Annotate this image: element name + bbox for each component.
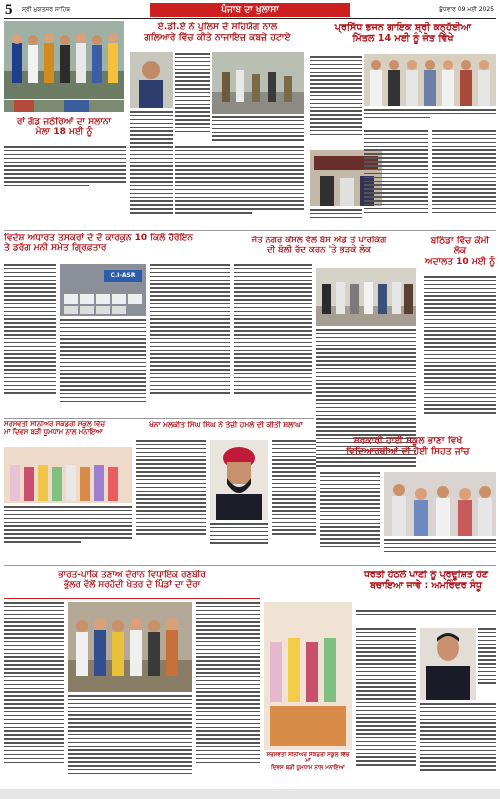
story-health-check-col1 (320, 472, 380, 562)
headline-groundwater-line2: ਬਚਾਇਆ ਜਾਵੇ : ਅਮਰਿੰਦਰ ਸੰਧੂ (370, 579, 482, 591)
row-separator-2 (4, 418, 314, 419)
story-health-check-col2 (384, 539, 496, 561)
story-bhajan-col2 (364, 130, 428, 228)
photo-bhajan-group (364, 54, 496, 106)
story-bhullar-col1 (4, 602, 64, 788)
headline-jaito (218, 236, 420, 264)
headline-lok-adalat-line2: ਅਦਾਲਤ 10 ਮਈ ਨੂੰ (424, 256, 496, 267)
story-ada-col2-top (212, 116, 304, 144)
drugs-sign-board: C.I-ASR (104, 270, 142, 282)
story-groundwater-subhead (356, 610, 496, 624)
headline-ada (130, 22, 305, 50)
story-malkit-col1 (136, 440, 206, 552)
headline-drugs-line2: ਤੇ ਡਰੱਗ ਮਨੀ ਸਮੇਤ ਗ੍ਰਿਫ਼ਤਾਰ (4, 243, 107, 254)
row-separator-1 (4, 230, 496, 231)
story-drugs-col3 (150, 264, 230, 414)
headline-bhullar-line1: ਭਾਰਤ-ਪਾਕਿ ਤਣਾਅ ਦੌਰਾਨ ਵਿਧਾਇਕ ਰਣਬੀਰ (58, 570, 206, 580)
story-groundwater-col1 (356, 628, 416, 788)
story-ada-col1 (175, 53, 210, 143)
headline-bhullar-rule (4, 598, 260, 599)
headline-lok-adalat (424, 236, 496, 272)
headline-bhajan-line1: ਪ੍ਰਸਿੱਧ ਭਜਨ ਗਾਇਕ ਸ਼੍ਰੀ ਕਨ੍ਹੱਈਆ (334, 22, 472, 33)
story-malkit-col2 (272, 440, 316, 552)
story-bhullar-col3 (196, 602, 260, 788)
story-bhajan-col1 (310, 56, 362, 148)
headline-health-check-line2: ਵਿਦਿਆਰਥੀਆਂ ਦੀ ਹੋਈ ਸਿਹਤ ਜਾਂਚ (346, 445, 470, 457)
story-bhajan-col3 (432, 130, 496, 228)
group-photo-strip (4, 100, 124, 112)
photo-mothers-day-students (4, 447, 132, 503)
photo-mothers-day-2 (264, 602, 352, 750)
story-groundwater-col3 (478, 628, 496, 700)
headline-ada-line2: ਗਲਿਆਰੇ ਵਿੱਚ ਕੀਤੇ ਨਾਜਾਇਜ਼ ਕਬਜ਼ੇ ਹਟਾਏ (144, 31, 291, 43)
headline-mela-line1: ਰਾਂ ਗੱਡ ਜਠੇਰਿਆਂ ਦਾ ਸਲਾਨਾ (16, 117, 112, 127)
headline-mela-line2: ਮੇਲਾ 18 ਮਈ ਨੂੰ (35, 127, 93, 138)
headline-mothers-day-2-line2: ਦਿਵਸ ਬੜੀ ਧੂਮਧਾਮ ਨਾਲ ਮਨਾਇਆ (271, 764, 345, 771)
header-rule (4, 18, 496, 19)
story-drugs-col1 (4, 264, 56, 414)
page-footer-band (0, 789, 500, 799)
photo-bhullar-visit (68, 602, 192, 692)
photo-official (130, 52, 173, 108)
headline-groundwater-line1: ਧਰਤੀ ਹੇਠਲੇ ਪਾਣੀ ਨੂੰ ਪ੍ਰਦੂਸ਼ਿਤ ਹੋਣ (363, 570, 489, 580)
edition-label: ਸ੍ਰੀ ਮੁਕਤਸਰ ਸਾਹਿਬ (22, 6, 71, 13)
page-number: 5 (5, 2, 13, 18)
headline-mothers-day-1 (4, 421, 132, 445)
headline-drugs-line1: ਵਿਦੇਸ਼ ਅਧਾਰਤ ਤਸਕਰਾਂ ਦੇ ਦੋ ਕਾਰਕੁਨ 10 ਕਿਲੋ ਹੈਰੋਇਨ (4, 233, 194, 243)
headline-groundwater (356, 570, 496, 606)
story-malkit-col3 (210, 523, 268, 552)
story-groundwater-col2 (420, 703, 496, 788)
section-title: ਪੰਜਾਬ ਦਾ ਖੁਲਾਸਾ (150, 3, 350, 17)
headline-jaito-line2: ਦੀ ਬੋਲੀ ਰੱਦ ਕਰਨ 'ਤੇ ਭੜਕੇ ਲੋਕ (266, 244, 372, 255)
headline-mothers-day-1-line2: ਮਾਂ ਦਿਵਸ ਬੜੀ ਧੂਮਧਾਮ ਨਾਲ ਮਨਾਇਆ (4, 427, 103, 436)
story-bhajan-caption (364, 109, 496, 127)
story-ada-col0 (130, 111, 173, 229)
story-ada-body (175, 146, 304, 228)
headline-health-check (320, 436, 496, 468)
headline-mela (8, 117, 120, 143)
row-separator-3 (4, 565, 496, 566)
photo-health-check (384, 472, 496, 536)
story-lok-adalat-body (424, 276, 496, 434)
issue-date: ਬੁੱਧਵਾਰ 09 ਮਈ 2025 (439, 6, 494, 13)
headline-bhullar-line2: ਭੁੱਲਰ ਵੱਲੋਂ ਸਰਹੱਦੀ ਖੇਤਰ ਦੇ ਪਿੰਡਾਂ ਦਾ ਦੌਰਾ (63, 580, 201, 591)
photo-amrinder-sandhu (420, 628, 476, 700)
story-shop-caption (310, 209, 362, 229)
story-drugs-col4 (234, 264, 312, 414)
story-bhullar-col2 (68, 695, 192, 788)
headline-malkit: ਖੰਨਾ ਮਲਕੀਤ ਸਿੰਘ ਸਿੰਘ ਨੇ ਤੇਜ਼ੀ ਹਮਲੇ ਦੀ ਕੀਤੀ ਸ਼ਲਾਘਾ (149, 421, 303, 429)
headline-jaito-line1: ਜੈਤੋ ਨਗਰ ਕੌਂਸਲ ਵੱਲੋਂ ਬੱਸ ਅੱਡੇ ਤੇ ਪਾਰਕਿੰਗ (251, 236, 387, 245)
group-photo-top-left (4, 21, 124, 99)
headline-lok-adalat-line1: ਬਠਿੰਡਾ ਵਿੱਚ ਕੌਮੀ ਲੋਕ (430, 236, 490, 257)
headline-ada-line1: ਏ.ਡੀ.ਏ ਨੇ ਪੁਲਿਸ ਦੇ ਸਹਿਯੋਗ ਨਾਲ (157, 22, 278, 32)
photo-bus-stand-protest (316, 268, 416, 326)
story-drugs-col2 (60, 319, 146, 414)
headline-health-check-line1: ਸਰਕਾਰੀ ਹਾਈ ਸਕੂਲ ਭਾਣਾ ਵਿਖੇ (353, 436, 463, 446)
headline-mothers-day-2 (264, 752, 352, 784)
headline-mothers-day-1-line1: ਸਰਸਵਤੀ ਸੀਨੀਅਰ ਸੈਕੰਡਰੀ ਸਕੂਲ ਵਿੱਚ (4, 421, 105, 428)
headline-mothers-day-2-line1: ਸਰਸਵਤੀ ਸੀਨੀਅਰ ਸੈਕੰਡਰੀ ਸਕੂਲ ਵਿੱਚ ਮਾਂ (266, 752, 350, 765)
headline-bhullar (4, 570, 260, 596)
story-mela-body (4, 146, 126, 208)
headline-bhajan (310, 22, 496, 52)
photo-malkit-singh (210, 440, 268, 520)
story-mothers-day-1-body (4, 506, 132, 552)
photo-police-street (212, 52, 304, 114)
headline-bhajan-line2: ਮਿੱਤਲ 14 ਮਈ ਨੂੰ ਜੋਤ ਵਿੱਖੇ (352, 33, 454, 45)
